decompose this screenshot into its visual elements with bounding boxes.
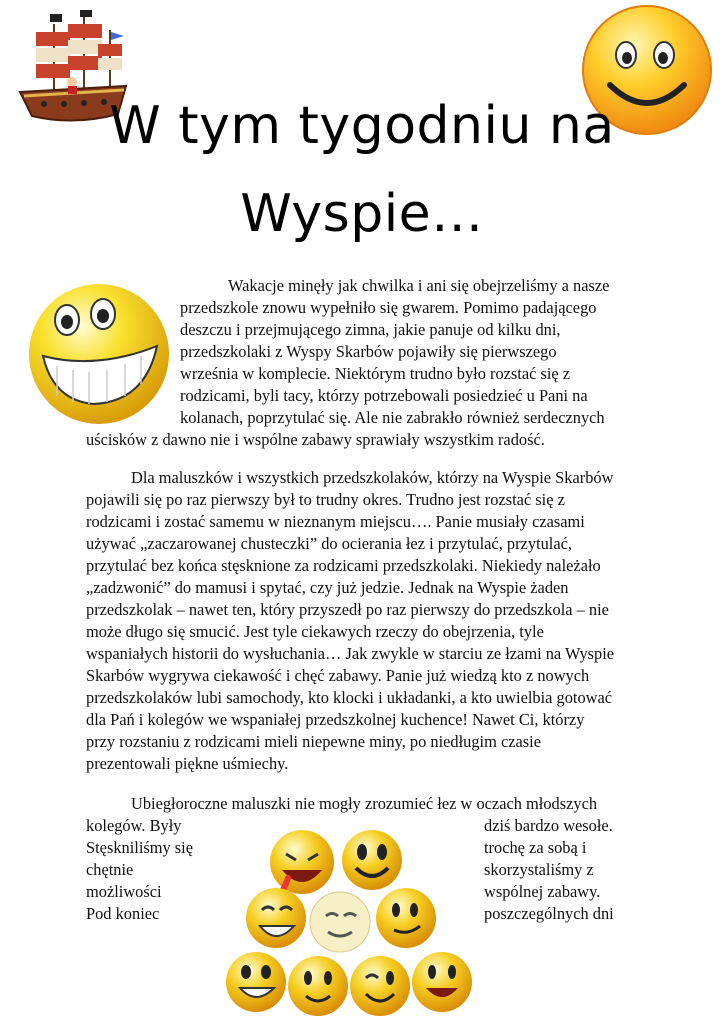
paragraph-2-line-6: „zadzwonić” do mamusi i spytać, czy już jedzie. Jednak na Wyspie żaden [86, 578, 569, 597]
paragraph-3-left-1: kolegów. Były [86, 816, 182, 835]
paragraph-1-line-6: rodzicami, byli tacy, którzy potrzebowali posiedzieć u Pani na [180, 386, 588, 405]
paragraph-2-line-4: używać „zaczarowanej chusteczki” do ocierania łez i przytulać, przytulać, [86, 534, 572, 553]
page-title: W tym tygodniu na [109, 96, 615, 156]
paragraph-2-line-14: prezentowali piękne uśmiechy. [86, 754, 289, 773]
paragraph-3-left-5: Pod koniec [86, 904, 160, 923]
paragraph-2-line-10: Skarbów wygrywa ciekawość i chęć zabawy. Panie już wiedzą kto z nowych [86, 666, 590, 685]
calm-smiley-icon [310, 892, 370, 952]
paragraph-2-line-2: pojawili się po raz pierwszy był to trudny okres. Trudno jest rozstać się z [86, 490, 565, 509]
paragraph-3-left-2: Stęskniliśmy się [86, 838, 194, 857]
paragraph-3-right-2: trochę za sobą i [484, 838, 587, 857]
paragraph-3-line-1: Ubiegłoroczne maluszki nie mogły zrozumieć łez w oczach młodszych [131, 794, 598, 813]
paragraph-2-line-12: dla Pań i kolegów we wspaniałej przedszkolnej kuchence! Nawet Ci, którzy [86, 710, 585, 729]
paragraph-3-right-1: dziś bardzo wesołe. [484, 816, 613, 835]
paragraph-1-line-3: deszczu i przejmującego zimna, jakie panuje od kilku dni, [180, 320, 561, 339]
paragraph-1-line-7: kolanach, poprzytulać się. Ale nie zabrakło również serdecznych [180, 408, 605, 427]
paragraph-3-left-3: chętnie [86, 860, 134, 879]
paragraph-2-line-9: wspaniałych historii do wysłuchania… Jak zwykle w starciu ze łzami na Wyspie [86, 644, 615, 663]
paragraph-2-line-11: przedszkolaków lubi samochody, kto klocki i układanki, a kto uwielbia gotować [86, 688, 613, 707]
paragraph-2-line-1: Dla maluszków i wszystkich przedszkolaków, którzy na Wyspie Skarbów [131, 468, 614, 487]
cheerful-smiley-icon [412, 952, 472, 1012]
wink-smiley-icon [350, 956, 410, 1016]
paragraph-1-line-5: września w komplecie. Niektórym trudno było rozstać się z [180, 364, 571, 383]
paragraph-1-line-2: przedszkole znowu wypełniło się gwarem. Pomimo padającego [180, 298, 597, 317]
paragraph-1-line-8: uścisków z dawno nie i wspólne zabawy sprawiały wszystkim radość. [86, 430, 545, 449]
paragraph-3-right-4: wspólnej zabawy. [484, 882, 601, 901]
content-smiley-icon [288, 956, 348, 1016]
paragraph-1-line-1: Wakacje minęły jak chwilka i ani się obejrzeliśmy a nasze [228, 276, 610, 295]
paragraph-3-left-4: możliwości [86, 882, 162, 901]
grinning-smiley-icon [27, 280, 172, 426]
page-title-line-2: Wyspie… [240, 184, 484, 244]
smiley-group-image [222, 822, 484, 1020]
paragraph-2-line-5: przytulać bez końca stęsknione za rodzicami przedszkolaki. Niekiedy należało [86, 556, 601, 575]
smirk-smiley-icon [376, 888, 436, 948]
paragraph-2-line-13: przy rozstaniu z rodzicami mieli niepewne miny, po niedługim czasie [86, 732, 541, 751]
paragraph-2-line-8: może długo się smucić. Jest tyle ciekawych rzeczy do obejrzenia, tyle [86, 622, 544, 641]
paragraph-3-right-3: skorzystaliśmy z [484, 860, 594, 879]
paragraph-2-line-7: przedszkolak – nawet ten, który przyszedł po raz pierwszy do przedszkola – nie [86, 600, 609, 619]
squint-smiley-icon [246, 888, 306, 948]
grin-smiley-icon [226, 952, 286, 1012]
happy-smiley-icon [342, 830, 402, 890]
paragraph-1-line-4: przedszkolaki z Wyspy Skarbów pojawiły się pierwszego [180, 342, 557, 361]
laughing-smiley-icon [270, 830, 334, 898]
paragraph-2-line-3: rodzicami i zostać samemu w nieznanym miejscu…. Panie musiały czasami [86, 512, 585, 531]
paragraph-3-right-5: poszczególnych dni [484, 904, 614, 923]
